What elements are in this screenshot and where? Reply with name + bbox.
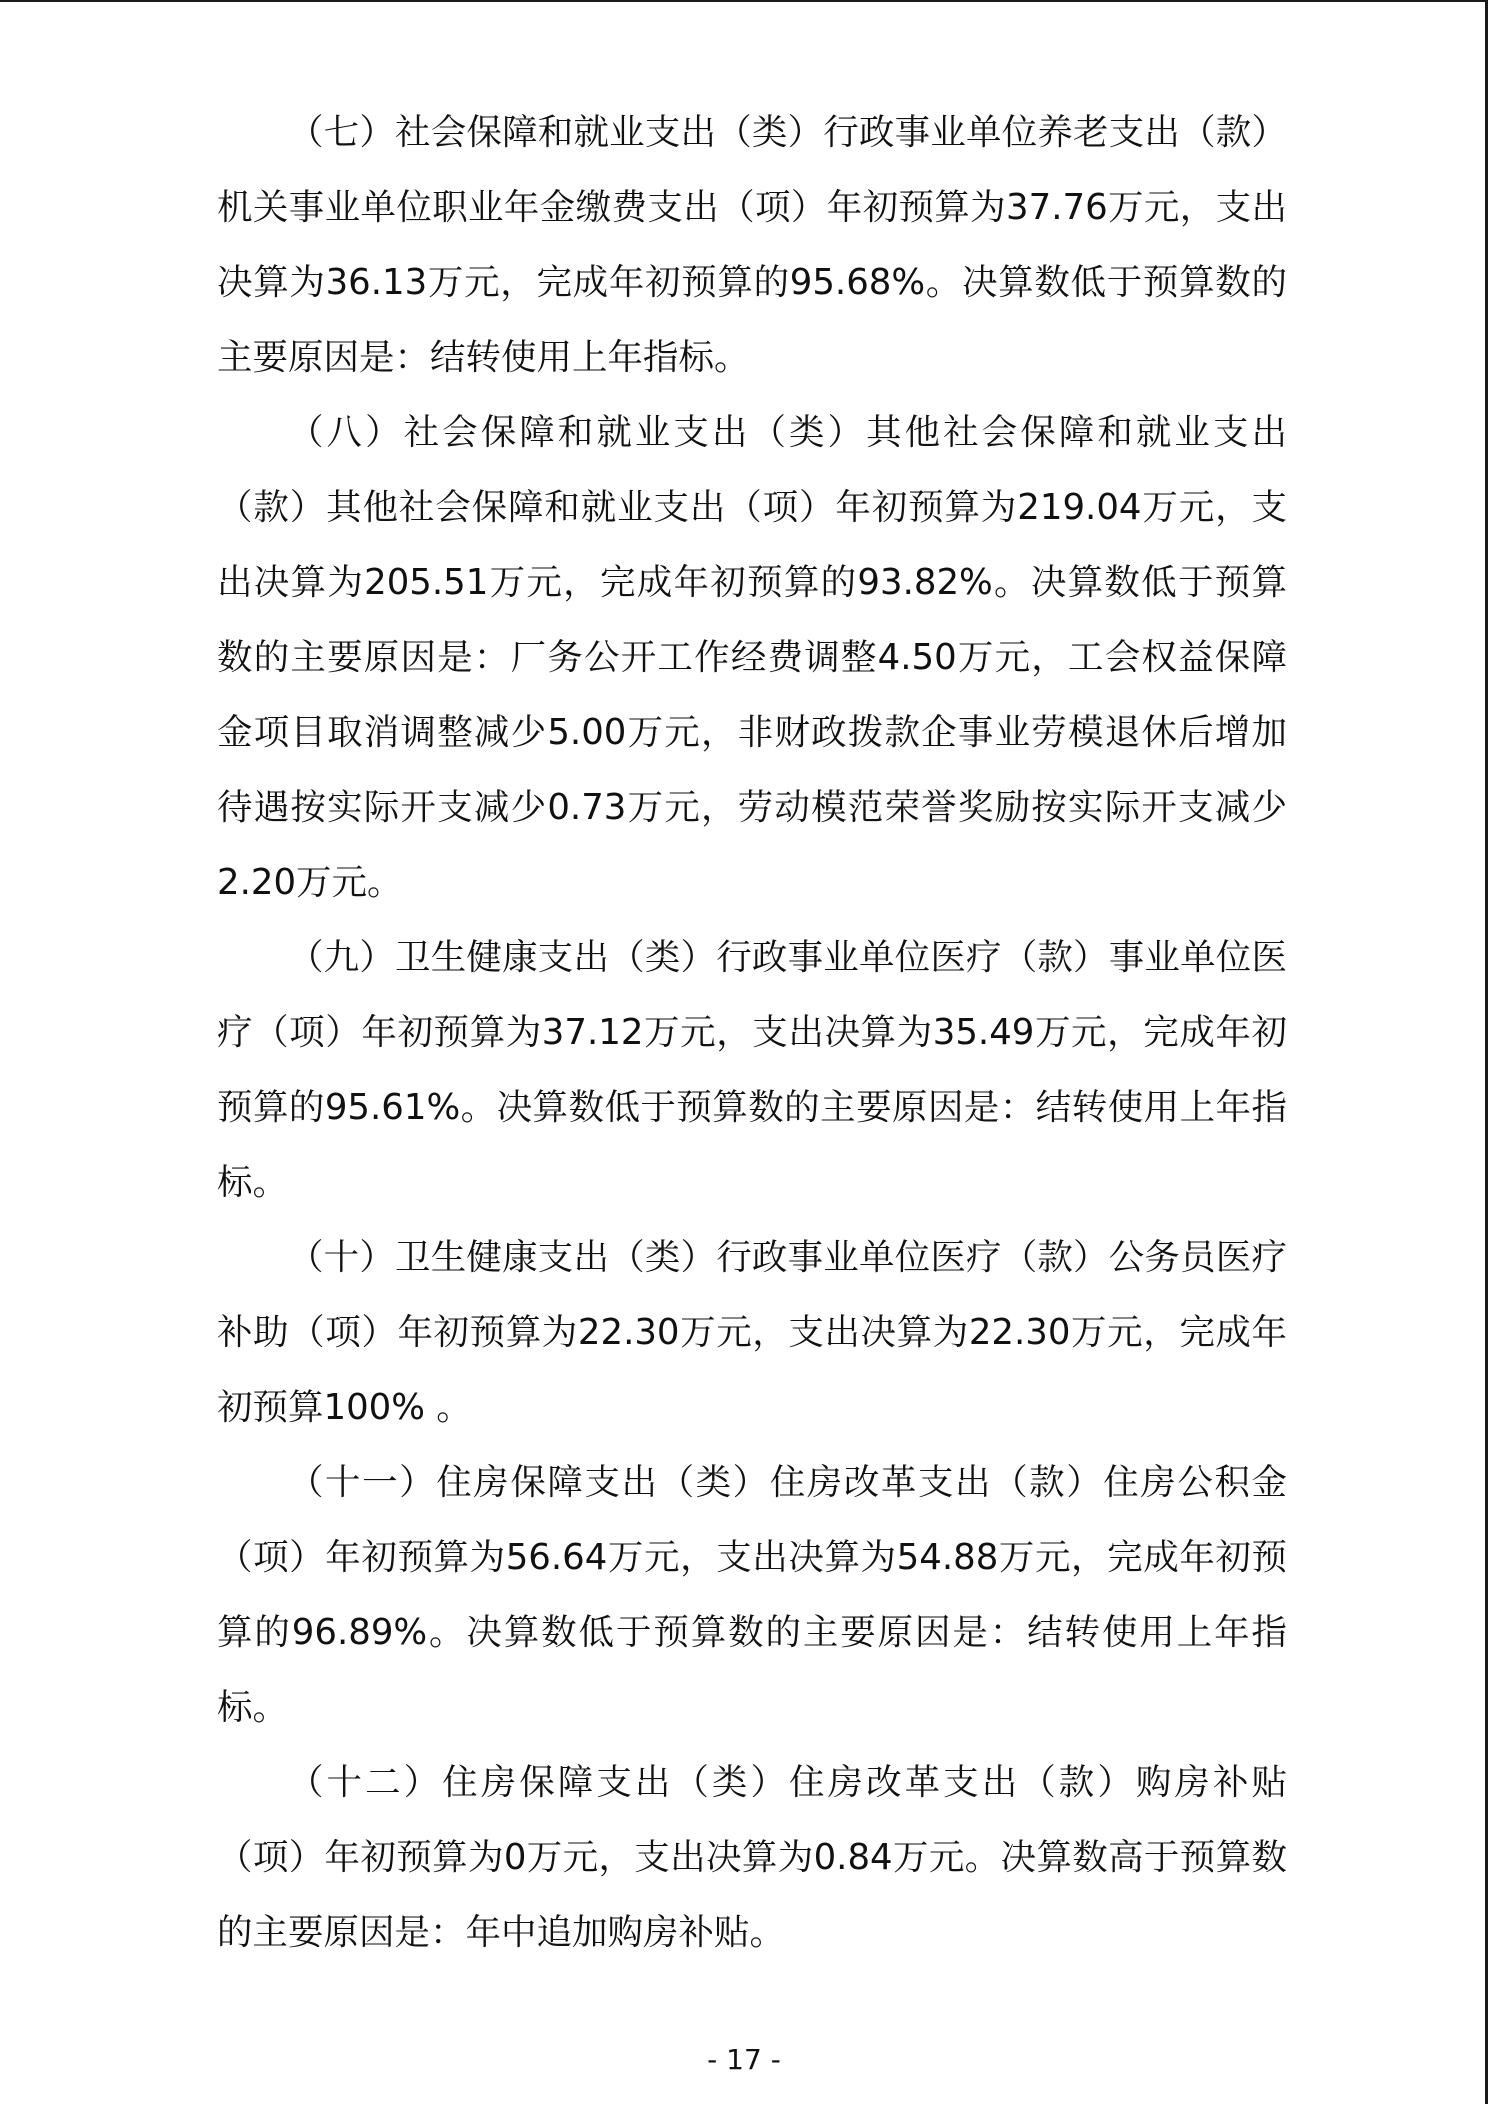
paragraph-item-8: （八）社会保障和就业支出（类）其他社会保障和就业支出（款）其他社会保障和就业支出（项）年初预算为219.04万元，支出决算为205.51万元，完成年初预算的93.82%。决算数低于预算数的主要原因是：厂务公开工作经费调整4.50万元，工会权益保障金项目取消调整减少5.00万元，非财政拨款企事业劳模退休后增加待遇按实际开支减少0.73万元，劳动模范荣誉奖励按实际开支减少2.20万元。: [217, 412, 1287, 903]
paragraph-item-9: （九）卫生健康支出（类）行政事业单位医疗（款）事业单位医疗（项）年初预算为37.12万元，支出决算为35.49万元，完成年初预算的95.61%。决算数低于预算数的主要原因是：结转使用上年指标。: [217, 937, 1287, 1203]
page-number: - 17 -: [707, 2043, 781, 2076]
paragraph-item-12: （十二）住房保障支出（类）住房改革支出（款）购房补贴（项）年初预算为0万元，支出决算为0.84万元。决算数高于预算数的主要原因是：年中追加购房补贴。: [217, 1762, 1287, 1953]
paragraph-item-10: （十）卫生健康支出（类）行政事业单位医疗（款）公务员医疗补助（项）年初预算为22.30万元，支出决算为22.30万元，完成年初预算100% 。: [217, 1237, 1287, 1428]
document-body: [217, 95, 1287, 1970]
paragraph-item-11: （十一）住房保障支出（类）住房改革支出（款）住房公积金（项）年初预算为56.64万元，支出决算为54.88万元，完成年初预算的96.89%。决算数低于预算数的主要原因是：结转使用上年指标。: [217, 1462, 1287, 1728]
paragraph-item-7: （七）社会保障和就业支出（类）行政事业单位养老支出（款）机关事业单位职业年金缴费支出（项）年初预算为37.76万元，支出决算为36.13万元，完成年初预算的95.68%。决算数低于预算数的主要原因是：结转使用上年指标。: [217, 112, 1287, 378]
page-top-border: [0, 0, 1488, 2]
